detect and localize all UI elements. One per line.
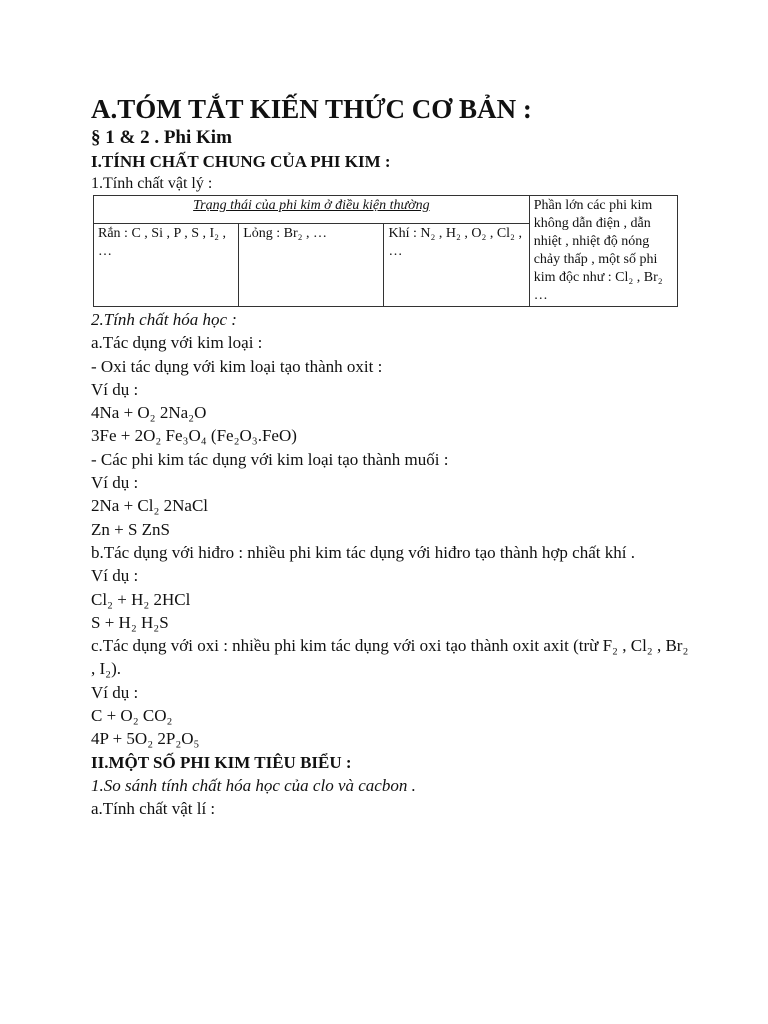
equation-2: 3Fe + 2O₂ Fe₃O₄ (Fe₂O₃.FeO): [91, 426, 297, 446]
equation-3: 2Na + Cl₂ 2NaCl: [91, 496, 209, 516]
subheading-metal-reaction: a.Tác dụng với kim loại :: [91, 333, 263, 353]
subheading-physical: 1.Tính chất vật lý :: [91, 175, 213, 192]
example-label: Ví dụ :: [91, 566, 139, 586]
subheading-hydrogen-reaction: b.Tác dụng với hiđro : nhiều phi kim tác dụng với hiđro tạo thành hợp chất khí .: [91, 542, 635, 562]
heading-typical-nonmetals: II.MỘT SỐ PHI KIM TIÊU BIỂU :: [91, 752, 352, 772]
equation-5: Cl₂ + H₂ 2HCl: [91, 589, 191, 609]
subheading-compare: 1.So sánh tính chất hóa học của clo và cacbon .: [91, 775, 416, 795]
subheading-physical-properties: a.Tính chất vật lí :: [91, 798, 216, 818]
table-cell-liquid: Lỏng : Br₂ , …: [239, 224, 384, 307]
equation-8: 4P + 5O₂ 2P₂O₅: [91, 729, 200, 749]
text-nonmetal-salt: - Các phi kim tác dụng với kim loại tạo thành muối :: [91, 449, 449, 469]
equation-6: S + H₂ H₂S: [91, 612, 169, 632]
section-title: § 1 & 2 . Phi Kim: [91, 127, 232, 148]
text-oxygen-metal: - Oxi tác dụng với kim loại tạo thành oxit :: [91, 356, 383, 376]
physical-properties-table: [93, 195, 678, 307]
example-label: Ví dụ :: [91, 682, 139, 702]
subheading-oxygen-reaction: c.Tác dụng với oxi : nhiều phi kim tác dụng với oxi tạo thành oxit axit (trừ F₂ , Cl₂ , Br₂ , I₂).: [91, 636, 689, 679]
equation-1: 4Na + O₂ 2Na₂O: [91, 403, 207, 423]
heading-general-properties: I.TÍNH CHẤT CHUNG CỦA PHI KIM :: [91, 152, 391, 171]
page-title: A.TÓM TẮT KIẾN THỨC CƠ BẢN :: [91, 94, 532, 124]
table-header-state: Trạng thái của phi kim ở điều kiện thường: [94, 196, 530, 224]
document-content: [91, 92, 691, 820]
example-label: Ví dụ :: [91, 473, 139, 493]
table-cell-gas: Khí : N₂ , H₂ , O₂ , Cl₂ , …: [384, 224, 529, 307]
subheading-chemical: 2.Tính chất hóa học :: [91, 310, 237, 329]
equation-7: C + O₂ CO₂: [91, 706, 173, 726]
table-note-cell: Phần lớn các phi kim không dẫn điện , dẫn nhiệt , nhiệt độ nóng chảy thấp , một số phi kim độc như : Cl₂ , Br₂ …: [529, 196, 677, 307]
example-label: Ví dụ :: [91, 379, 139, 399]
table-cell-solid: Rắn : C , Si , P , S , I₂ , …: [94, 224, 239, 307]
equation-4: Zn + S ZnS: [91, 519, 171, 539]
